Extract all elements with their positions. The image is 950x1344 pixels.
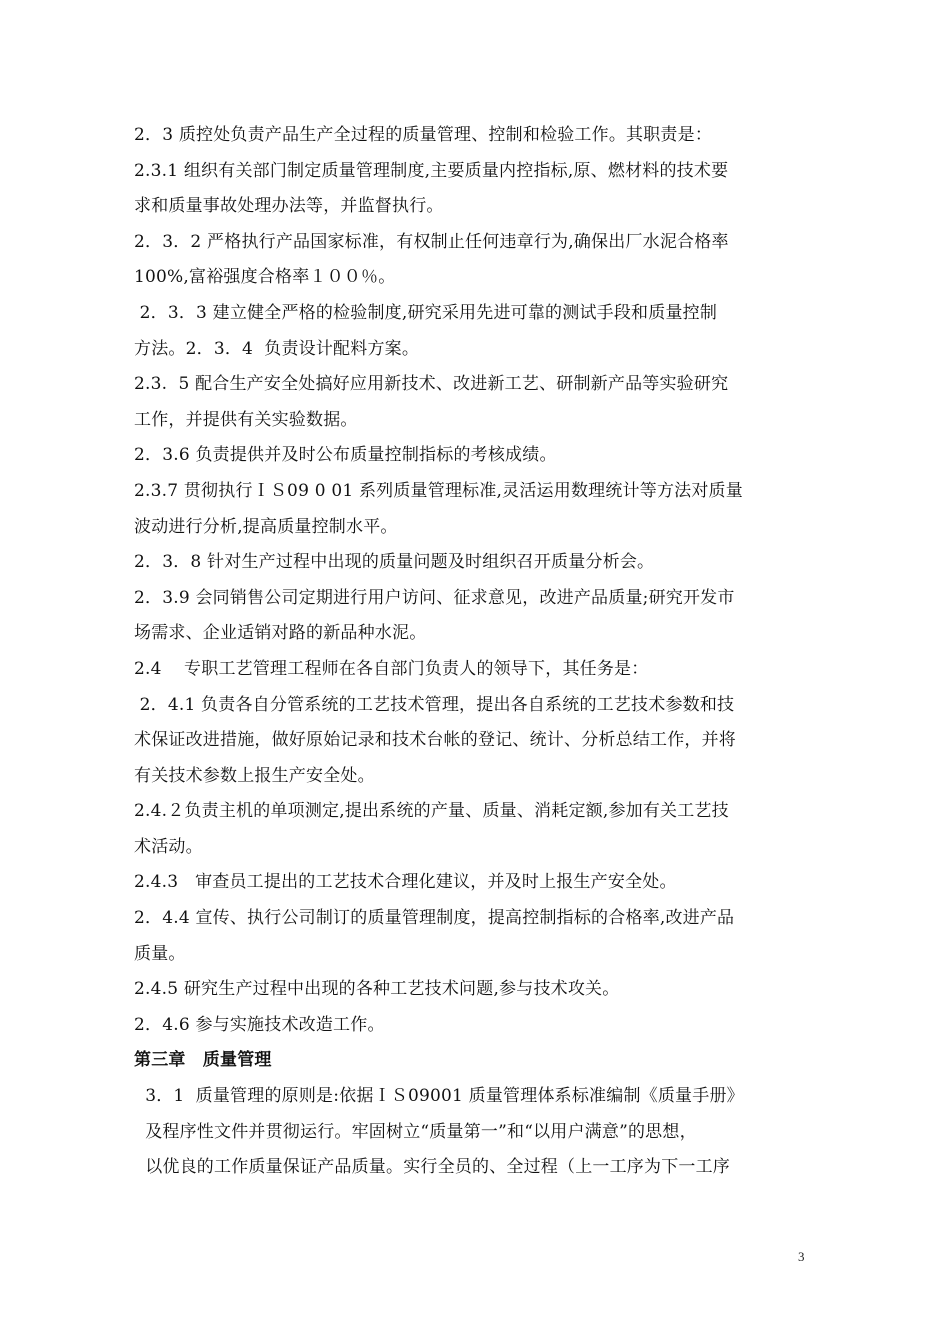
- text-line: 术保证改进措施，做好原始记录和技术台帐的登记、统计、分析总结工作，并将: [134, 730, 736, 751]
- text-line: 2.4.２负责主机的单项测定,提出系统的产量、质量、消耗定额,参加有关工艺技: [134, 801, 729, 822]
- text-line: 及程序性文件并贯彻运行。牢固树立“质量第一”和“以用户满意”的思想，: [134, 1121, 697, 1142]
- chapter-heading: 第三章 质量管理: [134, 1050, 272, 1071]
- text-line: 2.4.3 审查员工提出的工艺技术合理化建议，并及时上报生产安全处。: [134, 872, 677, 893]
- text-line: 2．3.6 负责提供并及时公布质量控制指标的考核成绩。: [134, 445, 557, 466]
- document-body: [134, 118, 814, 1186]
- text-line: 2.3. 5 配合生产安全处搞好应用新技术、改进新工艺、研制新产品等实验研究: [134, 374, 729, 395]
- text-line: 有关技术参数上报生产安全处。: [134, 765, 375, 786]
- text-line: 2．4.6 参与实施技术改造工作。: [134, 1014, 385, 1035]
- text-line: 2.4.5 研究生产过程中出现的各种工艺技术问题,参与技术攻关。: [134, 979, 620, 1000]
- text-line: 术活动。: [134, 836, 203, 857]
- text-line: 2．3.9 会同销售公司定期进行用户访问、征求意见，改进产品质量;研究开发市: [134, 587, 735, 608]
- text-line: 2.3.7 贯彻执行ＩＳ09 0 01 系列质量管理标准,灵活运用数理统计等方法对质量: [134, 480, 743, 501]
- text-line: 2．3．3 建立健全严格的检验制度,研究采用先进可靠的测试手段和质量控制: [134, 302, 718, 323]
- text-line: 2．4.4 宣传、执行公司制订的质量管理制度，提高控制指标的合格率,改进产品: [134, 908, 735, 929]
- text-line: 波动进行分析,提高质量控制水平。: [134, 516, 398, 537]
- text-line: 2．3 质控处负责产品生产全过程的质量管理、控制和检验工作。其职责是：: [134, 125, 713, 145]
- text-line: 2．3．2 严格执行产品国家标准，有权制止任何违章行为,确保出厂水泥合格率: [134, 231, 729, 252]
- text-line: 100%,富裕强度合格率１００％。: [134, 267, 396, 288]
- text-line: 3．1 质量管理的原则是:依据ＩＳ09001 质量管理体系标准编制《质量手册》: [134, 1086, 744, 1107]
- text-line: 工作，并提供有关实验数据。: [134, 409, 358, 430]
- text-line: 2.4 专职工艺管理工程师在各自部门负责人的领导下，其任务是：: [134, 658, 649, 679]
- text-line: 2.3.1 组织有关部门制定质量管理制度,主要质量内控指标,原、燃材料的技术要: [134, 160, 729, 181]
- text-line: 2．3．8 针对生产过程中出现的质量问题及时组织召开质量分析会。: [134, 552, 655, 573]
- text-line: 方法。2．3．4 负责设计配料方案。: [134, 338, 420, 359]
- page-number: 3: [798, 1249, 805, 1264]
- text-line: 场需求、企业适销对路的新品种水泥。: [134, 623, 427, 644]
- text-line: 质量。: [134, 943, 186, 964]
- text-line: 2．4.1 负责各自分管系统的工艺技术管理，提出各自系统的工艺技术参数和技: [134, 694, 735, 715]
- text-line: 求和质量事故处理办法等，并监督执行。: [134, 196, 444, 217]
- text-line: 以优良的工作质量保证产品质量。实行全员的、全过程（上一工序为下一工序: [134, 1157, 731, 1178]
